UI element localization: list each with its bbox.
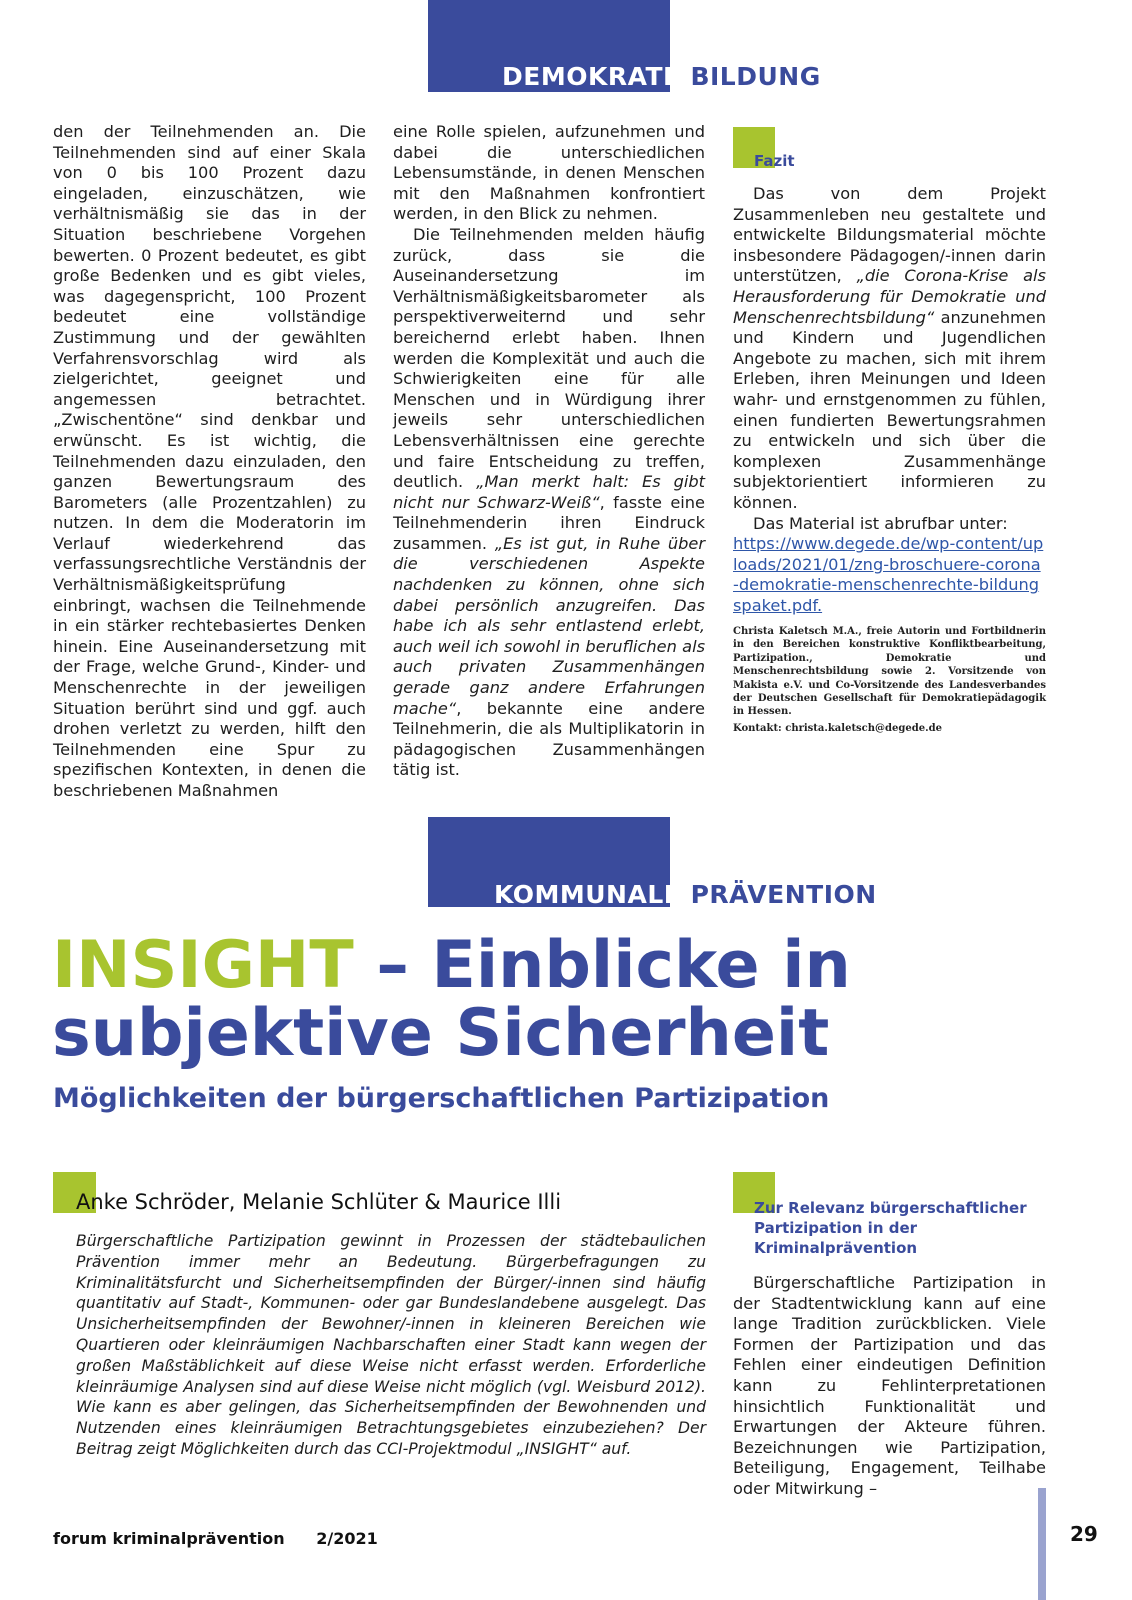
article-subtitle: Möglichkeiten der bürgerschaftlichen Partizipation: [53, 1083, 830, 1114]
quote-1: „Man merkt halt: Es gibt nicht nur Schwarz-Weiß“: [393, 472, 705, 512]
side-section-title: Zur Relevanz bürgerschaftlicher Partizipation in der Kriminalprävention: [754, 1199, 1027, 1257]
fazit-text-a: Das von dem Projekt Zusammenleben neu gestaltete und entwickelte Bildungsmaterial möchte insbesondere Pädagogen/-innen darin unterstützen,: [733, 184, 1046, 286]
quote-2: „Es ist gut, in Ruhe über die verschiedenen Aspekte nachdenken zu können, ohne sich dabei persönlich anzugreifen. Das habe ich als sehr entlastend erlebt, auch weil ich sowohl in beruflichen als auch privaten Zusammenhängen gerade ganz andere Erfahrungen mache“: [393, 533, 705, 718]
column-2-para-2: [393, 225, 705, 781]
article-title-line-2: subjektive Sicherheit: [52, 996, 830, 1071]
section-header-mid: [494, 880, 877, 909]
author-contact: Kontakt: christa.kaletsch@degede.de: [733, 722, 942, 734]
section-header-top-part1: DEMOKRATIE: [502, 62, 691, 91]
author-bio-text: Christa Kaletsch M.A., freie Autorin und Fortbildnerin in den Bereichen konstruktive Konfliktbearbeitung, Partizipation., Demokratie und Menschenrechtsbildung sowie 2. Vorsitzende von Makista e.V. und Co-Vorsitzende des Landesverbandes der Deutschen Gesellschaft für Demokratiepädagogik in Hessen.: [733, 626, 1046, 718]
page-number: 29: [1070, 1522, 1098, 1546]
fazit-para-1: [733, 184, 1046, 514]
article-abstract: Bürgerschaftliche Partizipation gewinnt in Prozessen der städtebaulichen Prävention immer mehr an Bedeutung. Bürgerbefragungen zu Kriminalitätsfurcht und Sicherheitsempfinden der Bürger/-innen sind häufig quantitativ auf Stadt-, Kommunen- oder gar Bundeslandebene ausgelegt. Das Unsicherheitsempfinden der Bewohner/-innen in kleineren Bereichen wie Quartieren oder kleinräumigen Nachbarschaften einer Stadt kann wegen der großen Maßstäblichkeit auf diese Weise nicht erfasst werden. Erforderliche kleinräumige Analysen sind auf diese Weise nicht möglich (vgl. Weisburd 2012). Wie kann es aber gelingen, das Sicherheitsempfinden der Bewohnenden und Nutzenden eines kleinräumigen Betrachtungsgebietes einzubeziehen? Der Beitrag zeigt Möglichkeiten durch das CCI-Projektmodul „INSIGHT“ auf.: [76, 1232, 706, 1458]
material-link[interactable]: https://www.degede.de/wp-content/uploads/2021/01/zng-broschuere-corona-demokratie-menschenrechte-bildungspaket.pdf.: [733, 534, 1044, 615]
side-section-para: Bürgerschaftliche Partizipation in der Stadtentwicklung kann auf eine lange Tradition zurückblicken. Viele Formen der Partizipation und das Fehlen einer eindeutigen Definition kann zu Fehlinterpretationen hinsichtlich Funktionalität und Erwartungen der Akteure führen. Bezeichnungen wie Partizipation, Beteiligung, Engagement, Teilhabe oder Mitwirkung –: [733, 1273, 1046, 1498]
column-1: [53, 122, 366, 802]
journal-issue: 2/2021: [316, 1529, 378, 1548]
article-title-line-1: [52, 928, 851, 1003]
section-header-top-part2: BILDUNG: [690, 62, 821, 91]
fazit-text-b: anzunehmen und Kindern und Jugendlichen Angebote zu machen, sich mit ihrem Erleben, ihren Meinungen und Ideen wahr- und ernstgenommen zu fühlen, einen fundierten Bewertungsrahmen zu entwickeln und sich über die komplexen Zusammenhänge subjektorientiert informieren zu können.: [733, 307, 1046, 512]
fazit-para-2: Das Material ist abrufbar unter:: [753, 513, 1008, 533]
side-section-text: [733, 1273, 1046, 1500]
column-1-text: den der Teilnehmenden an. Die Teilnehmenden sind auf einer Skala von 0 bis 100 Prozent dazu eingeladen, einzuschätzen, wie verhältnismäßig sie das in der Situation beschriebene Vorgehen bewerten. 0 Prozent bedeutet, es gibt große Bedenken und es gibt vieles, was dagegenspricht, 100 Prozent bedeutet eine vollständige Zustimmung und der gewählten Verfahrensvorschlag wird als zielgerichtet, geeignet und angemessen betrachtet. „Zwischentöne“ sind denkbar und erwünscht. Es ist wichtig, die Teilnehmenden dazu einzuladen, den ganzen Bewertungsraum des Barometers (alle Prozentzahlen) zu nutzen. In dem die Moderatorin im Verlauf wiederkehrend das verfassungsrechtliche Verständnis der Verhältnismäßigkeitsprüfung einbringt, wachsen die Teilnehmende in ein stärker rechtebasiertes Denken hinein. Eine Auseinandersetzung mit der Frage, welche Grund-, Kinder- und Menschenrechte in der jeweiligen Situation berührt sind und ggf. auch drohen verletzt zu werden, hilft den Teilnehmenden eine Spur zu spezifischen Kontexten, in denen die beschriebenen Maßnahmen: [53, 122, 366, 800]
para-2-text-c: , bekannte eine andere Teilnehmerin, die als Multiplikatorin in pädagogischen Zusammenhängen tätig ist.: [393, 698, 705, 780]
column-2-para-1: eine Rolle spielen, aufzunehmen und dabei die unterschiedlichen Lebensumstände, in denen Menschen mit den Maßnahmen konfrontiert werden, in den Blick zu nehmen.: [393, 122, 705, 224]
fazit-link-wrap: [733, 534, 1046, 616]
title-rest: – Einblicke in: [353, 928, 851, 1003]
fazit-title: Fazit: [754, 152, 795, 170]
author-bio: [733, 625, 1046, 735]
fazit-quote: „die Corona-Krise als Herausforderung für Demokratie und Menschenrechtsbildung“: [733, 266, 1046, 327]
column-2: [393, 122, 705, 781]
title-highlight: INSIGHT: [52, 928, 354, 1003]
para-2-text-a: Die Teilnehmenden melden häufig zurück, dass sie die Auseinandersetzung im Verhältnismäßigkeitsbarometer als perspektiverweiternd und sehr bereichernd erlebt haben. Ihnen werden die Komplexität und auch die Schwierigkeiten eine für alle Menschen und in Würdigung ihrer jeweils sehr unterschiedlichen Lebensverhältnissen eine gerechte und faire Entscheidung zu treffen, deutlich.: [393, 224, 705, 492]
section-header-mid-part1: KOMMUNALE: [494, 880, 682, 909]
footer-journal: [53, 1529, 378, 1548]
section-header-mid-part2: PRÄVENTION: [690, 880, 877, 909]
section-header-top: [502, 62, 821, 91]
article-authors: Anke Schröder, Melanie Schlüter & Maurice Illi: [76, 1190, 562, 1214]
footer-divider: [1038, 1488, 1046, 1600]
column-3: [733, 184, 1046, 616]
article-title: [52, 928, 851, 1071]
journal-name: forum kriminalprävention: [53, 1529, 285, 1548]
para-2-text-b: , fasste eine Teilnehmenderin ihren Eindruck zusammen.: [393, 492, 706, 553]
